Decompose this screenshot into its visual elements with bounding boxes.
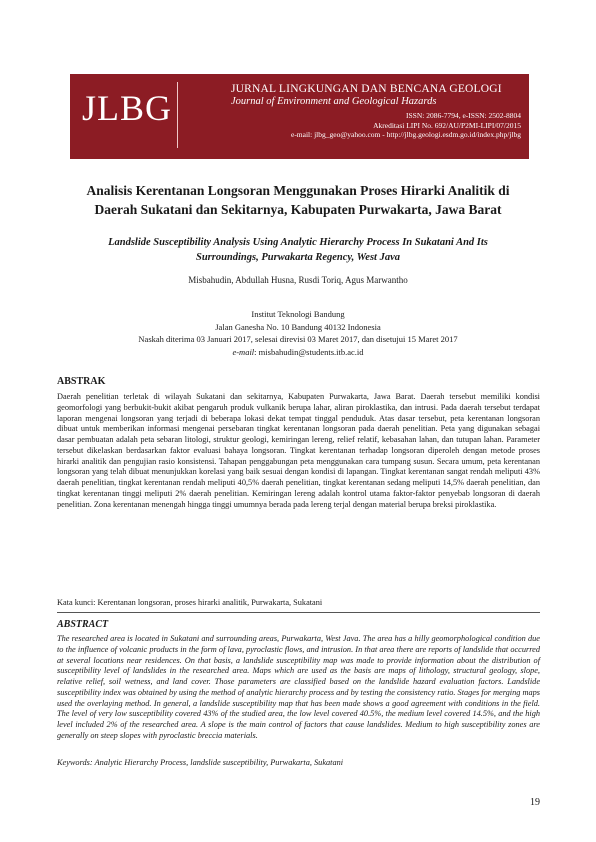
institution: Institut Teknologi Bandung bbox=[251, 309, 345, 319]
journal-logo: JLBG bbox=[82, 88, 173, 128]
manuscript-dates: Naskah diterima 03 Januari 2017, selesai direvisi 03 Maret 2017, dan disetujui 15 Maret 2017 bbox=[138, 334, 458, 344]
address: Jalan Ganesha No. 10 Bandung 40132 Indonesia bbox=[215, 321, 381, 332]
abstrak-text: Daerah penelitian terletak di wilayah Sukatani dan sekitarnya, Kabupaten Purwakarta, Jawa Barat. Daerah tersebut memiliki kondisi geomorfologi yang berbukit-bukit akibat pengaruh produk vulkanik berupa lahar, aliran piroklastika, dan intrusi. Pada daerah tersebut terdapat laporan mengenai longsoran yang terjadi di beberapa lokasi dekat tempat tinggal penduduk. Atas dasar tersebut, peta kerentanan longsoran dibuat untuk memberikan informasi mengenai persebaran tingkat kerentanan longsoran pada daerah penelitian. Peta yang digunakan sebagai dasar pembuatan adalah peta sebaran litologi, struktur geologi, kemiringan lereng, relief relatif, kebasahan lahan, dan tutupan lahan. Parameter tersebut dikelaskan berdasarkan faktor evaluasi bahaya longsoran. Tingkat kerentanan terhadap longsoran diperoleh dengan metode proses hirarki analitik dan pengujian rasio konsistensi. Tahapan penggabungan peta menggunakan cara tumpang susun. Secara umum, peta kerentanan longsoran yang telah dibuat menunjukkan korelasi yang baik sesuai dengan kondisi di lapangan. Tingkat kerentanan sangat rendah meliputi 43% daerah penelitian, tingkat kerentanan rendah meliputi 40,5% daerah penelitian, tingkat kerentanan sedang meliputi 14,5% daerah penelitian, dan tingkat kerentanan tinggi meliputi 2% daerah penelitian. Kemiringan lereng adalah kontrol utama faktor-faktor penyebab longsoran di daerah penelitian. Zona kerentanan menengah hingga tinggi umumnya berada pada lereng terjal dengan material berupa breksi piroklastika. bbox=[57, 392, 540, 509]
article-title-en-line: Landslide Susceptibility Analysis Using Analytic Hierarchy Process In Sukatani And Its bbox=[108, 237, 488, 248]
journal-name: JURNAL LINGKUNGAN DAN BENCANA GEOLOGI bbox=[231, 83, 502, 95]
journal-issn: ISSN: 2086-7794, e-ISSN: 2502-8804 bbox=[405, 111, 521, 120]
article-title bbox=[60, 181, 536, 219]
abstrak-heading: ABSTRAK bbox=[57, 376, 106, 387]
journal-contact[interactable]: e-mail: jlbg_geo@yahoo.com - http://jlbg.geologi.esdm.go.id/index.php/jlbg bbox=[290, 130, 521, 139]
article-title-en bbox=[70, 235, 526, 265]
author-email bbox=[60, 346, 536, 359]
abstract-heading: ABSTRACT bbox=[57, 619, 109, 630]
abstract-keywords: Keywords: Analytic Hierarchy Process, landslide susceptibility, Purwakarta, Sukatani bbox=[57, 758, 344, 767]
abstract-text: The researched area is located in Sukatani and surrounding areas, Purwakarta, West Java. The area has a hilly geomorphological condition due to the influence of volcanic products in the form of lava, pyroclastic flows, and intrusion. In that area there are reports of landslide that occurred at several locations near residences. On that basis, a landslide susceptibility map was made to provide information about the distribution of susceptibility level of landslides in the researched area. Maps which are used as the basis are maps of lithology, structural geology, slope, relative relief, soil wetness, and land cover. Those parameters are classified based on the landslide hazard evaluation factors. Landslide susceptibility index was obtained by using the method of analytic hierarchy process and by testing the consistency ratio. Stages for merging maps used the overlaying method. In general, a landslide susceptibility map that has been made shows a good agreement with conditions in the field. The level of very low susceptibility covered 43% of the studied area, the low level covered 40.5%, the medium level covered 14.5%, and the high level included 2% of the researched area. A slope is the main control of factors that cause landslides. Medium to high susceptibility zones are generally on steep slopes with pyroclastic breccia materials. bbox=[57, 634, 540, 740]
article-title-en-line: Surroundings, Purwakarta Regency, West Java bbox=[195, 252, 400, 263]
article-title-line: Daerah Sukatani dan Sekitarnya, Kabupaten Purwakarta, Jawa Barat bbox=[94, 202, 502, 217]
authors: Misbahudin, Abdullah Husna, Rusdi Toriq, Agus Marwantho bbox=[188, 275, 408, 285]
email-label: e-mail bbox=[232, 346, 255, 357]
email-address[interactable]: : misbahudin@students.itb.ac.id bbox=[254, 346, 364, 357]
page-number: 19 bbox=[530, 797, 540, 808]
abstrak-keywords: Kata kunci: Kerentanan longsoran, proses hirarki analitik, Purwakarta, Sukatani bbox=[57, 598, 323, 607]
banner-divider bbox=[177, 82, 178, 148]
journal-info bbox=[231, 83, 521, 140]
article-title-line: Analisis Kerentanan Longsoran Menggunakan Proses Hirarki Analitik di bbox=[86, 183, 510, 198]
section-divider bbox=[57, 612, 540, 613]
affiliation bbox=[60, 308, 536, 358]
journal-banner bbox=[70, 74, 529, 159]
journal-name-en: Journal of Environment and Geological Hazards bbox=[231, 96, 437, 107]
journal-accreditation: Akreditasi LIPI No. 692/AU/P2MI-LIPI/07/2015 bbox=[373, 120, 521, 130]
